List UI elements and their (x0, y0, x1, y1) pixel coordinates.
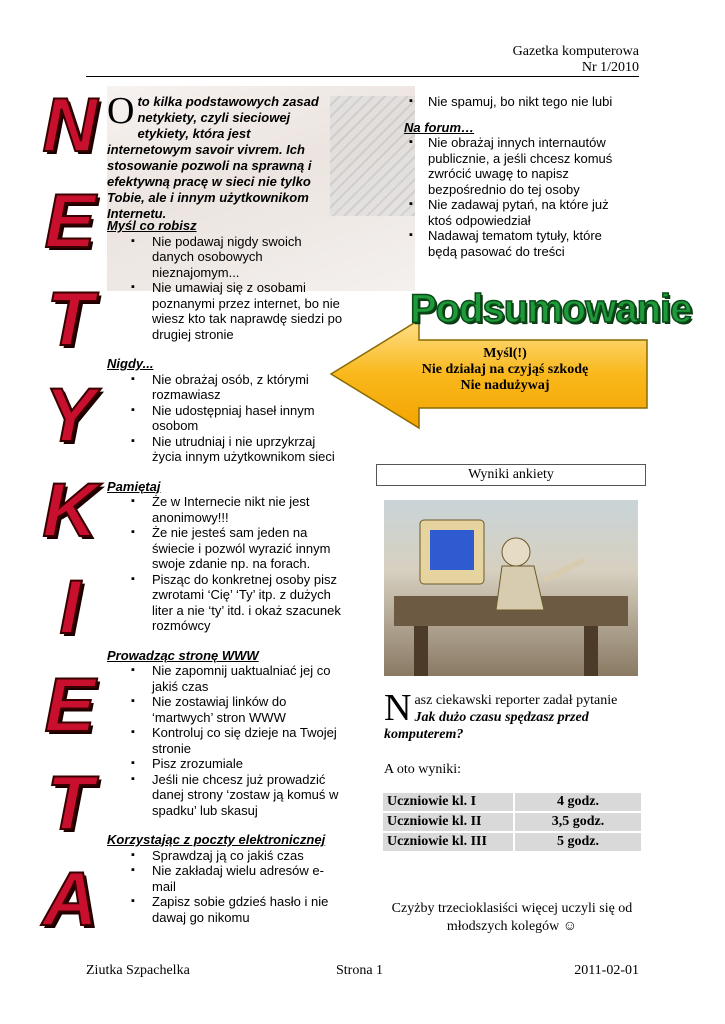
list-item: ▪ Nie zadawaj pytań, na które już ktoś odpowiedział (404, 197, 632, 228)
list-item: ▪ Jeśli nie chcesz już prowadzić danej strony ‘zostaw ją komuś w spadku’ lub skasuj (107, 772, 347, 819)
list-item: ▪ Pisz zrozumiale (107, 756, 347, 772)
intro-dropcap: O (107, 90, 135, 132)
section-forum (404, 120, 632, 260)
section-title: Na forum… (404, 119, 475, 135)
right-column-rules (404, 94, 632, 259)
section-email (107, 832, 347, 925)
survey-conclusion: Czyżby trzecioklasiści więcej uczyli się od młodszych kolegów ☺ (391, 901, 633, 934)
title-letter: K (42, 468, 98, 553)
footer-page: Strona 1 (336, 963, 384, 978)
title-letter: E (44, 663, 96, 748)
section-website (107, 648, 347, 819)
list-item: ▪ Pisząc do konkretnej osoby pisz zwrotami ‘Cię’ ‘Ty’ itp. z dużych liter a nie ‘ty’ itd. i okaż szacunek rozmówcy (107, 572, 347, 634)
section-remember (107, 479, 347, 634)
title-letter: N (42, 83, 98, 168)
list-item: ▪ Nie zostawiaj linków do ‘martwych’ stron WWW (107, 694, 347, 725)
list-item: ▪ Zapisz sobie gdzieś hasło i nie dawaj go nikomu (107, 894, 347, 925)
table-row: Uczniowie kl. III 5 godz. (383, 833, 641, 851)
list-item: ▪ Że w Internecie nikt nie jest anonimowy!!! (107, 494, 347, 525)
footer-author: Ziutka Szpachelka (86, 963, 190, 978)
list-item: ▪ Nie podawaj nigdy swoich danych osobowych nieznajomym... (107, 234, 347, 281)
section-never (107, 356, 347, 465)
title-letter: E (44, 179, 96, 264)
summary-title: Podsumowanie (410, 287, 692, 331)
title-letter: A (42, 857, 98, 942)
survey-question: Jak dużo czasu spędzasz przed komputerem? (384, 710, 589, 742)
table-row: Uczniowie kl. II 3,5 godz. (383, 813, 641, 831)
section-title: Prowadząc stronę WWW (107, 647, 259, 663)
summary-text: Myśl(!) Nie działaj na czyjąś szkodę Nie nadużywaj (421, 346, 589, 393)
list-item: ▪ Nie obrażaj osób, z którymi rozmawiasz (107, 372, 347, 403)
list-item: ▪ Że nie jesteś sam jeden na świecie i pozwól wyrazić innym swoje zdanie np. na forach. (107, 525, 347, 572)
header-publication: Gazetka komputerowa Nr 1/2010 (512, 44, 639, 75)
section-title: Myśl co robisz (107, 218, 197, 233)
header-rule (86, 76, 639, 77)
skeleton-at-computer-image (384, 500, 638, 676)
section-title: Nigdy... (107, 356, 154, 371)
survey-title-box: Wyniki ankiety (376, 464, 646, 486)
survey-dropcap: N (384, 687, 412, 729)
footer-date: 2011-02-01 (574, 963, 639, 978)
list-item: ▪ Nie zapomnij uaktualniać jej co jakiś czas (107, 663, 347, 694)
list-item: ▪ Nie umawiaj się z osobami poznanymi przez internet, bo nie wiesz kto tak naprawdę siedzi po drugiej stronie (107, 280, 347, 342)
section-think (107, 218, 347, 342)
list-item: ▪ Nie utrudniaj i nie uprzykrzaj życia innym użytkownikom sieci (107, 434, 347, 465)
list-item: ▪ Sprawdzaj ją co jakiś czas (107, 848, 347, 864)
section-title: Pamiętaj (107, 478, 161, 494)
table-row: Uczniowie kl. I 4 godz. (383, 793, 641, 811)
list-item: ▪ Nie obrażaj innych internautów publicznie, a jeśli chcesz komuś zwrócić uwagę to napisz bezpośrednio do tej osoby (404, 135, 632, 197)
list-item: ▪ Nie udostępniaj haseł innym osobom (107, 403, 347, 434)
list-item: ▪ Nie spamuj, bo nikt tego nie lubi (404, 94, 632, 110)
intro-paragraph: Oto kilka podstawowych zasad netykiety, czyli sieciowej etykiety, która jest internetowym savoir vivrem. Ich stosowanie pozwoli na sprawną i efektywną pracę w sieci nie tylko Tobie, ale i innym użytkownikom Internetu. (107, 90, 319, 221)
results-label: A oto wyniki: (384, 762, 462, 777)
list-item: ▪ Kontroluj co się dzieje na Twojej stronie (107, 725, 347, 756)
list-item: ▪ Nadawaj tematom tytuły, które będą pasować do treści (404, 228, 632, 259)
survey-intro: Nasz ciekawski reporter zadał pytanie Jak dużo czasu spędzasz przed komputerem? (384, 687, 618, 742)
results-table (381, 791, 643, 853)
title-letter: I (59, 565, 81, 650)
title-letter: Y (44, 373, 96, 458)
title-letter: T (46, 277, 94, 362)
skeleton-illustration (384, 500, 638, 676)
list-item: ▪ Nie zakładaj wielu adresów e-mail (107, 863, 347, 894)
keyboard-photo-detail (330, 96, 415, 216)
left-sections (107, 218, 347, 925)
title-letter: T (46, 761, 94, 846)
section-title: Korzystając z poczty elektronicznej (107, 832, 326, 847)
